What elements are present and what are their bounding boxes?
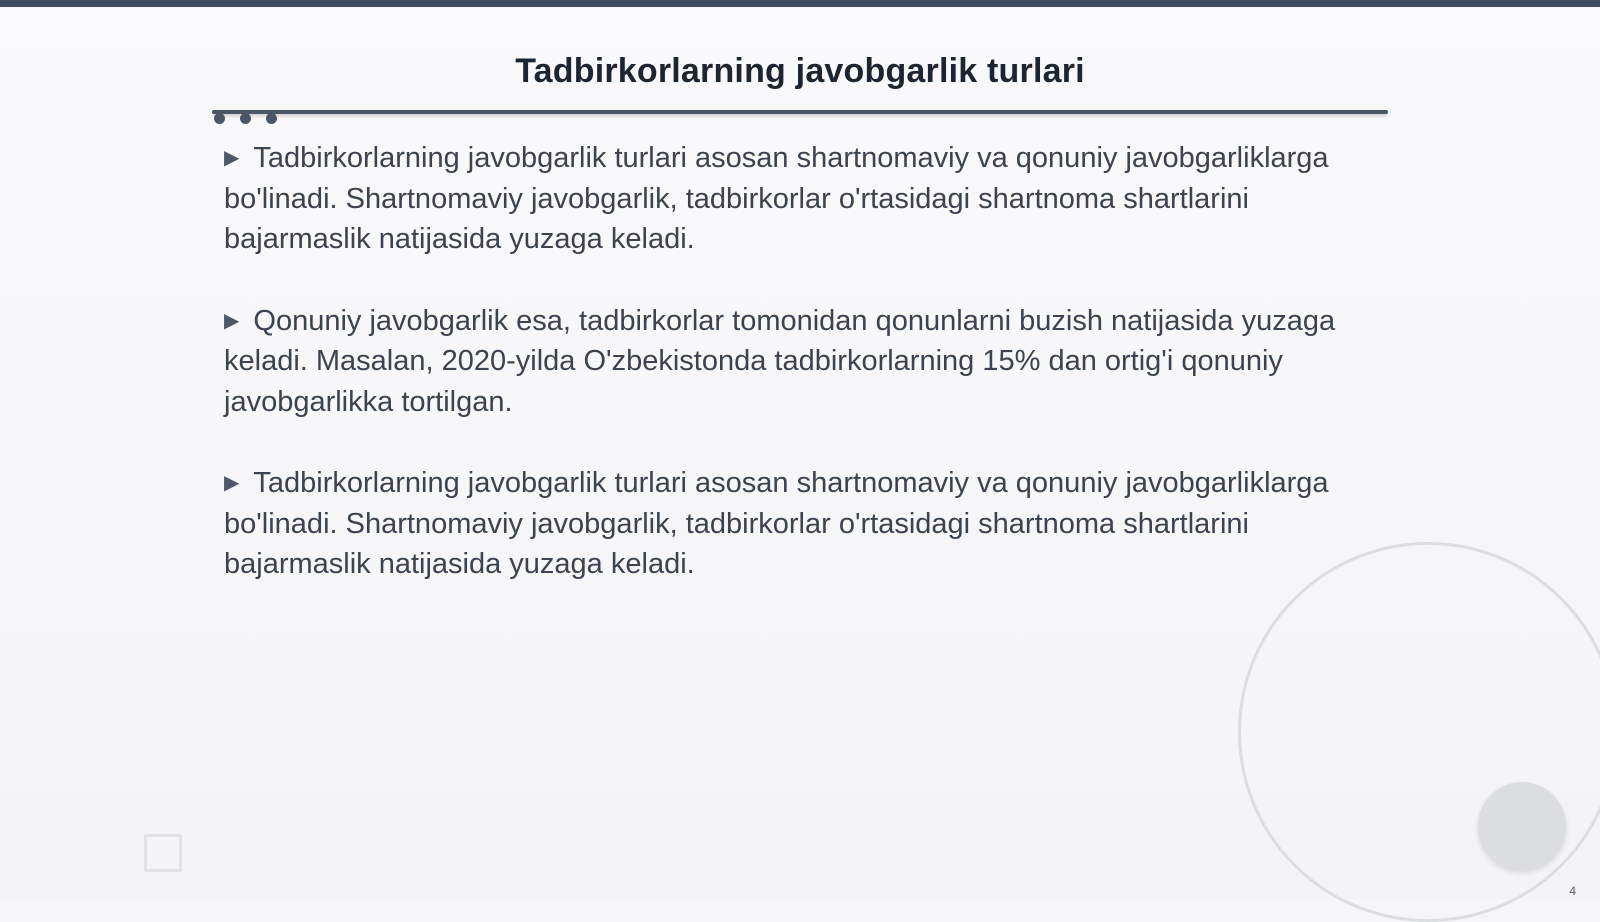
triangle-bullet-icon: ▶ bbox=[224, 309, 240, 332]
bullet-paragraph bbox=[224, 138, 1344, 260]
triangle-bullet-icon: ▶ bbox=[224, 472, 240, 494]
title-rule-dot bbox=[240, 113, 251, 124]
slide-title: Tadbirkorlarning javobgarlik turlari bbox=[515, 52, 1085, 90]
title-rule-dot bbox=[266, 113, 277, 124]
slide-body bbox=[224, 138, 1344, 626]
top-accent-bar bbox=[0, 0, 1600, 7]
paragraph-text: Tadbirkorlarning javobgarlik turlari asosan shartnomaviy va qonuniy javobgarliklarga bo'linadi. Shartnomaviy javobgarlik, tadbirkorlar o'rtasidagi shartnoma shartlarini bajarmaslik natijasida yuzaga keladi. bbox=[224, 467, 1329, 580]
bullet-paragraph bbox=[224, 463, 1344, 585]
title-rule-dot bbox=[214, 113, 225, 124]
bullet-paragraph bbox=[224, 301, 1344, 423]
page-number: 4 bbox=[1569, 884, 1576, 898]
decorative-square bbox=[144, 834, 182, 872]
decorative-disc bbox=[1478, 782, 1566, 870]
decorative-ring bbox=[1238, 542, 1600, 922]
triangle-bullet-icon: ▶ bbox=[224, 147, 240, 169]
paragraph-text: Qonuniy javobgarlik esa, tadbirkorlar tomonidan qonunlarni buzish natijasida yuzaga keladi. Masalan, 2020-yilda O'zbekistonda tadbirkorlarning 15% dan ortig'i qonuniy javobgarlikka tortilgan. bbox=[224, 304, 1336, 418]
paragraph-text: Tadbirkorlarning javobgarlik turlari asosan shartnomaviy va qonuniy javobgarliklarga bo'linadi. Shartnomaviy javobgarlik, tadbirkorlar o'rtasidagi shartnoma shartlarini bajarmaslik natijasida yuzaga keladi. bbox=[224, 142, 1329, 255]
title-underline bbox=[212, 110, 1388, 114]
